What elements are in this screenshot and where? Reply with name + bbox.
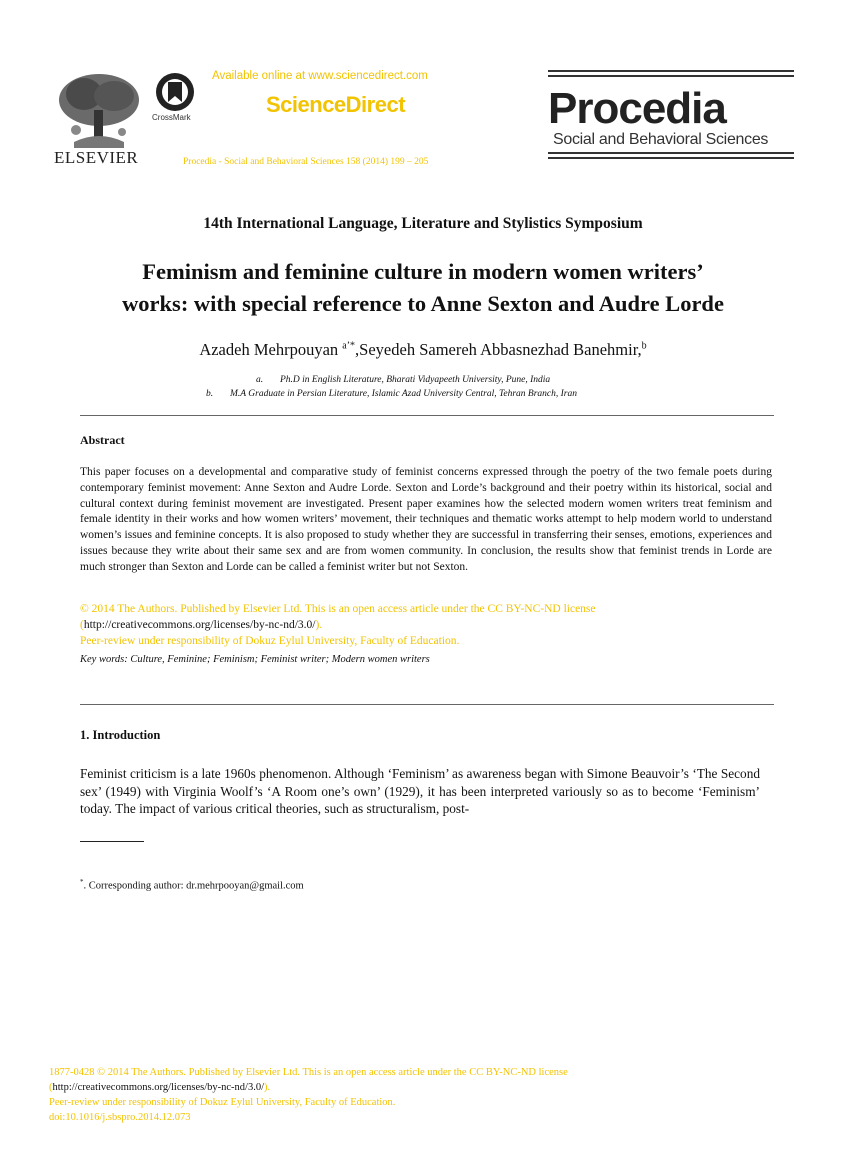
copyright-block bbox=[80, 602, 772, 649]
header-rule bbox=[548, 157, 794, 159]
title-line: Feminism and feminine culture in modern women writers’ bbox=[142, 259, 704, 284]
author-list bbox=[0, 340, 846, 360]
procedia-subtitle: Social and Behavioral Sciences bbox=[553, 131, 769, 148]
doi-link[interactable]: doi:10.1016/j.sbspro.2014.12.073 bbox=[49, 1112, 191, 1123]
affiliation-b bbox=[206, 389, 577, 399]
header-rule bbox=[548, 70, 794, 72]
author-name: ,Seyedeh Samereh Abbasnezhad Banehmir, bbox=[355, 340, 642, 359]
footer-peer-review: Peer-review under responsibility of Dokuz Eylul University, Faculty of Education. bbox=[49, 1097, 396, 1108]
author-affiliation-marker: a’* bbox=[342, 340, 356, 352]
title-line: works: with special reference to Anne Sexton and Audre Lorde bbox=[122, 291, 724, 316]
crossmark-label: CrossMark bbox=[152, 113, 191, 122]
license-line bbox=[80, 618, 772, 634]
publisher-name: ELSEVIER bbox=[54, 148, 139, 167]
license-paren: ). bbox=[315, 618, 323, 631]
license-paren: ( bbox=[80, 618, 84, 631]
header-rule bbox=[548, 75, 794, 77]
journal-citation: Procedia - Social and Behavioral Sciences 158 (2014) 199 – 205 bbox=[183, 157, 429, 167]
procedia-logo: Procedia bbox=[548, 84, 726, 133]
issn-line: 1877-0428 © 2014 The Authors. Published by Elsevier Ltd. This is an open access article under the CC BY-NC-ND license bbox=[49, 1067, 568, 1078]
copyright-line: © 2014 The Authors. Published by Elsevier Ltd. This is an open access article under the CC BY-NC-ND license bbox=[80, 603, 596, 615]
elsevier-tree-logo bbox=[54, 70, 144, 150]
footnote-text: . Corresponding author: dr.mehrpooyan@gmail.com bbox=[83, 880, 304, 892]
crossmark-icon[interactable] bbox=[155, 72, 195, 112]
footer-license-line bbox=[49, 1080, 568, 1095]
license-paren: ). bbox=[264, 1082, 271, 1093]
section-divider bbox=[80, 415, 774, 416]
affiliation-a bbox=[256, 375, 550, 385]
sciencedirect-logo: ScienceDirect bbox=[266, 92, 406, 117]
symposium-name: 14th International Language, Literature and Stylistics Symposium bbox=[203, 215, 643, 232]
footnote-rule bbox=[80, 841, 144, 842]
author-name: Azadeh Mehrpouyan bbox=[199, 340, 339, 359]
affiliation-label: a. bbox=[256, 375, 264, 385]
affiliation-text: Ph.D in English Literature, Bharati Vidyapeeth University, Pune, India bbox=[280, 375, 551, 385]
footnote bbox=[80, 878, 304, 892]
abstract-text: This paper focuses on a developmental and comparative study of feminist concerns expressed through the poetry of the two female poets during contemporary feminist movement: Anne Sexton and Audre Lorde. Sexton and Lorde’s background and their poetry within its historical, social and cultural context during feminist movement are investigated. Present paper examines how the selected modern women writers treat feminism and female identity in their works and how women writers’ movement, their techniques and thematic works attempt to help modern world to understand women’s issues and feminine concepts. It is also proposed to study whether they are successful in transferring their senses, emotions, experiences and issues because they write about their same sex and are from women community. In conclusion, the results show that feminist trends in Lorde are much stronger than Sexton and Lorde can be called a feminist writer but not Sexton. bbox=[80, 466, 772, 573]
keywords: Key words: Culture, Feminine; Feminism; Feminist writer; Modern women writers bbox=[80, 654, 430, 665]
available-online-link[interactable]: Available online at www.sciencedirect.com bbox=[212, 70, 428, 82]
introduction-text: Feminist criticism is a late 1960s phenomenon. Although ‘Feminism’ as awareness began with Simone Beauvoir’s ‘The Second sex’ (1949) with Virginia Woolf’s ‘A Room one’s own’ (1929), it has been interpreted variously so as to become ‘Feminism’ today. The impact of various critical theories, such as structuralism, post- bbox=[80, 766, 760, 816]
header-rule bbox=[548, 152, 794, 154]
author-affiliation-marker: b bbox=[641, 340, 647, 352]
section-heading-introduction: 1. Introduction bbox=[80, 728, 161, 742]
section-divider bbox=[80, 704, 774, 705]
affiliation-label: b. bbox=[206, 389, 214, 399]
affiliation-text: M.A Graduate in Persian Literature, Islamic Azad University Central, Tehran Branch, Iran bbox=[230, 389, 578, 399]
footnote-marker: * bbox=[80, 878, 84, 886]
abstract-heading: Abstract bbox=[80, 433, 125, 447]
footer-license-link[interactable]: http://creativecommons.org/licenses/by-nc-nd/3.0/ bbox=[52, 1082, 265, 1093]
license-link[interactable]: http://creativecommons.org/licenses/by-nc-nd/3.0/ bbox=[83, 618, 316, 631]
publisher-footer bbox=[49, 1065, 568, 1125]
peer-review-line: Peer-review under responsibility of Dokuz Eylul University, Faculty of Education. bbox=[80, 634, 460, 647]
license-paren: ( bbox=[49, 1082, 53, 1093]
paper-title bbox=[40, 256, 806, 320]
